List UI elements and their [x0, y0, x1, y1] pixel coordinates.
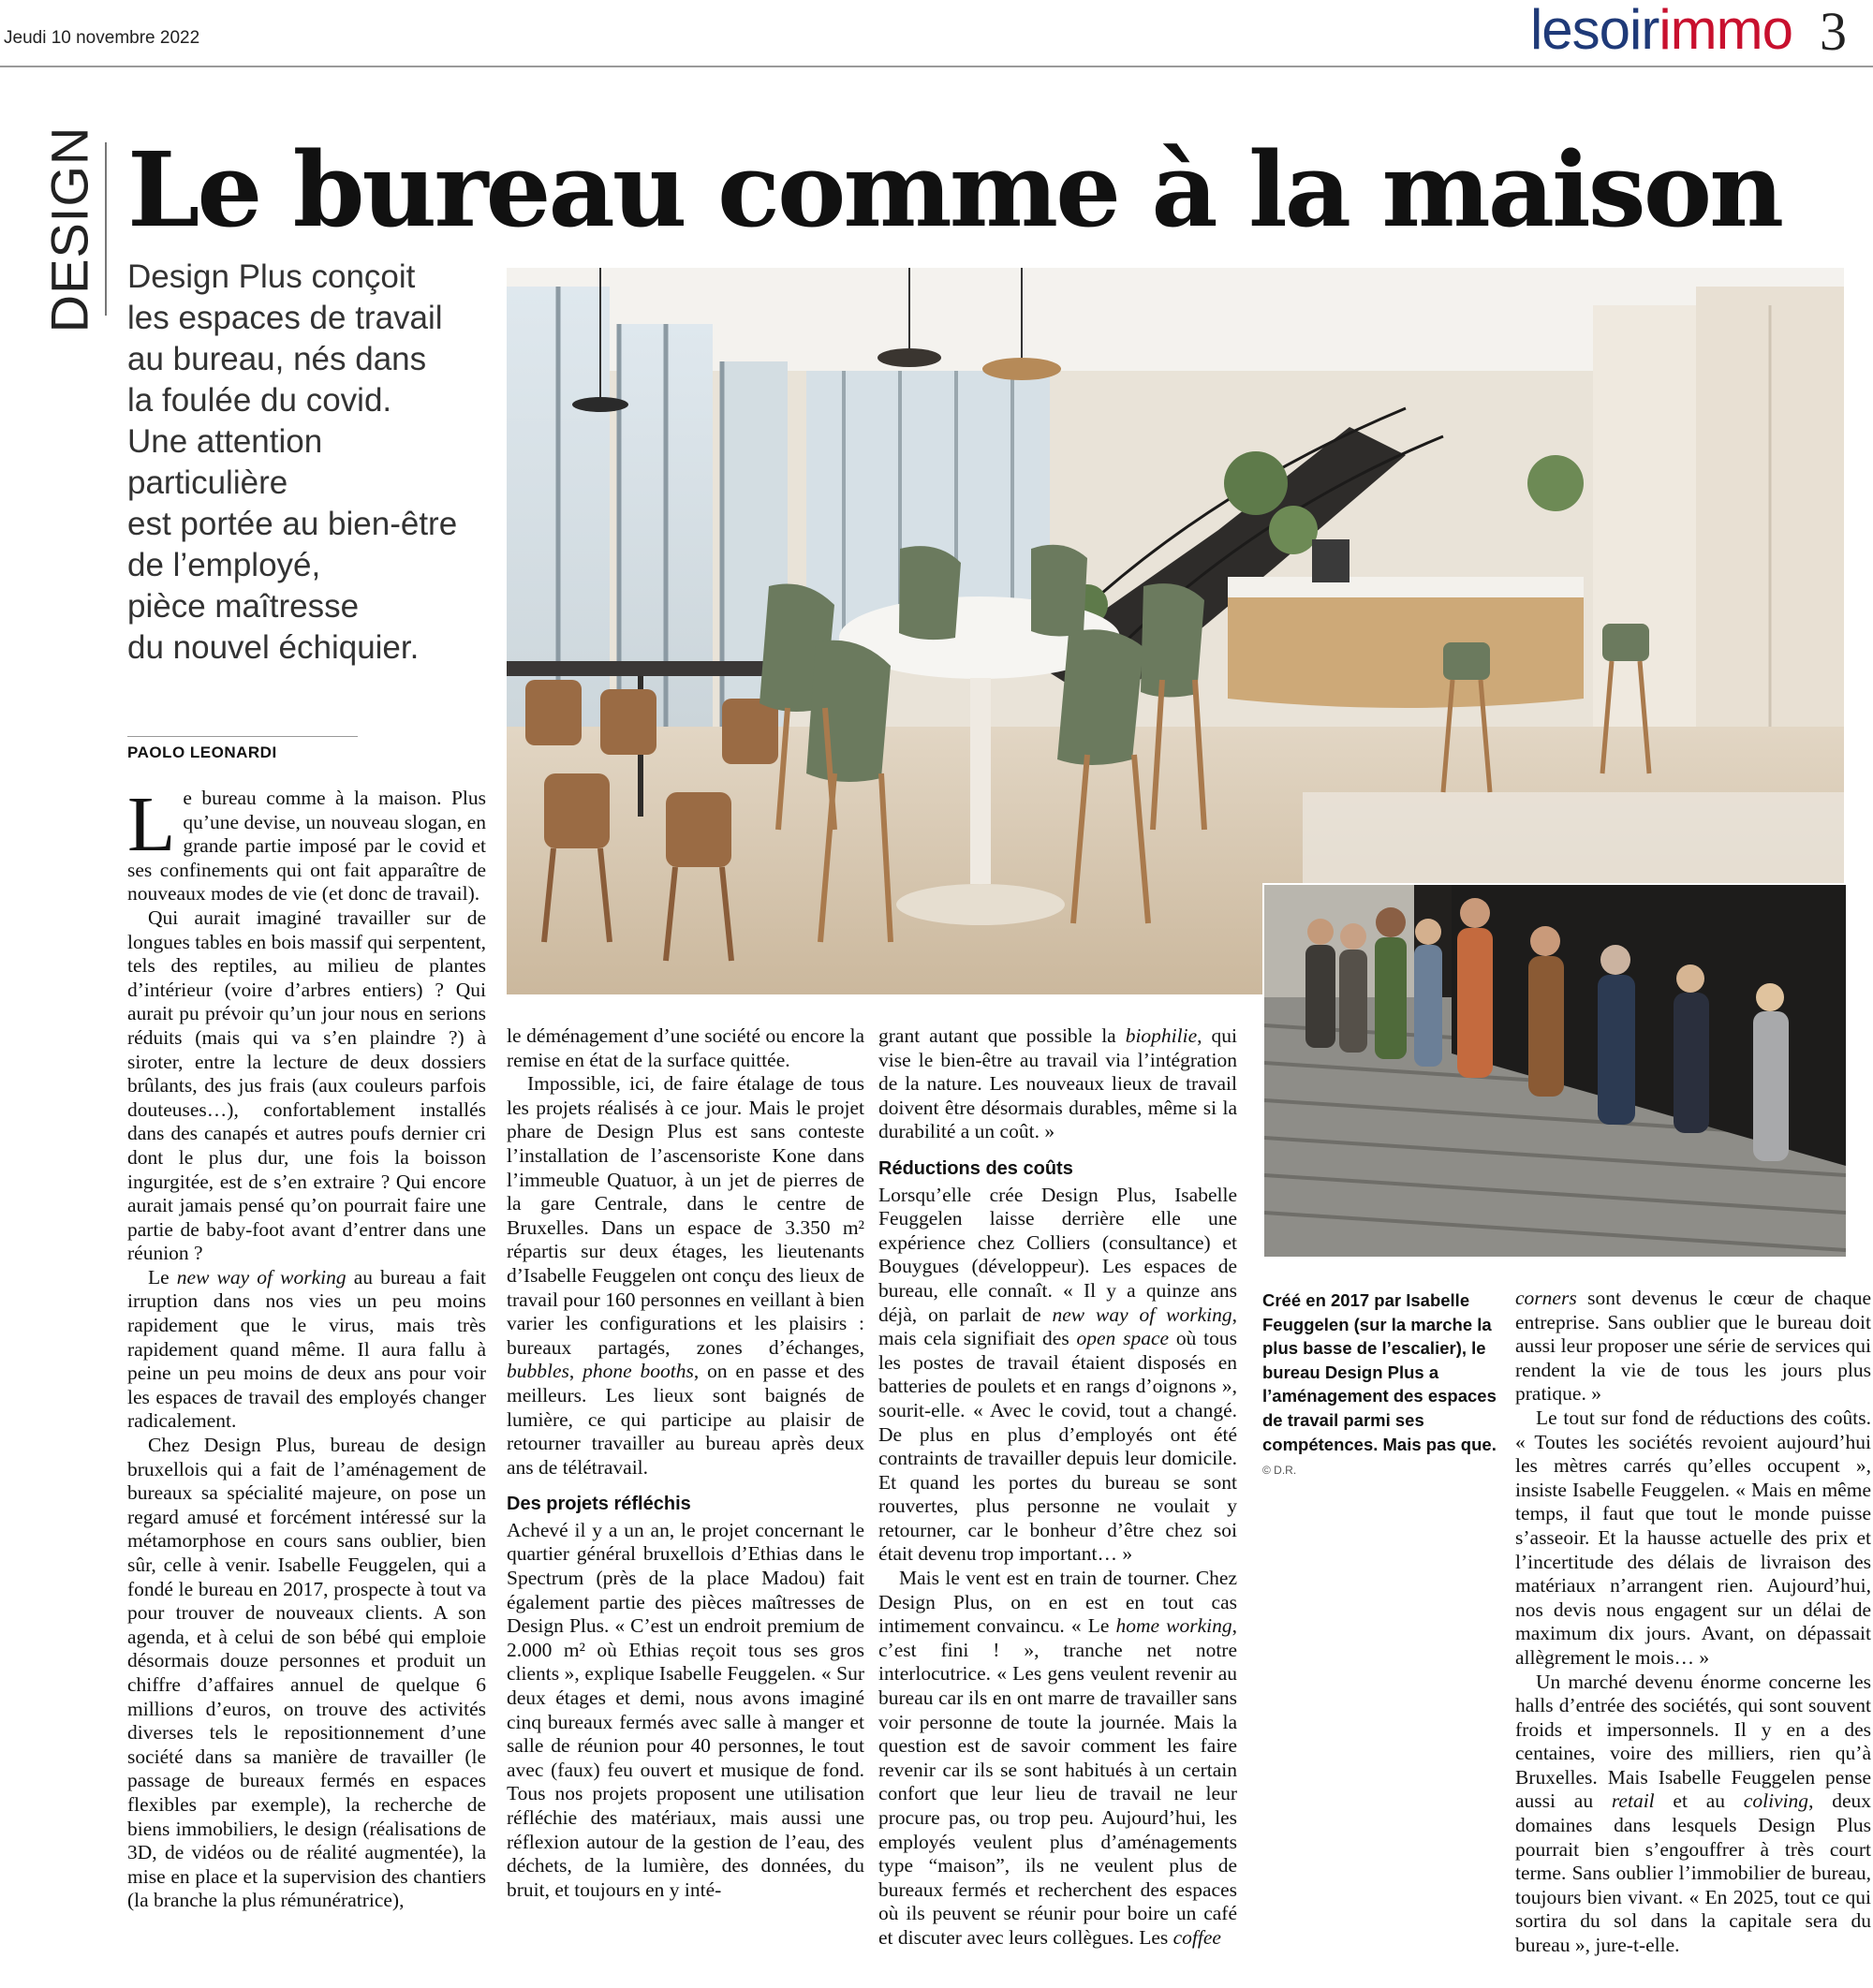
team-photo — [1262, 883, 1848, 1259]
article-column-2 — [507, 1024, 864, 1902]
emphasis: biophilie — [1125, 1024, 1198, 1047]
emphasis: new way of working — [1052, 1303, 1232, 1326]
text-run: , on en passe et des meilleurs. Les lieux sont baignés de lumière, ce qui participe au plaisir de retourner travailler au bureau après deux ans de télétravail. — [507, 1360, 865, 1479]
paragraph — [507, 1072, 864, 1480]
intro-line: Une attention — [127, 423, 323, 460]
text-run: au bureau a fait irruption dans nos vies un peu moins rapidement que le virus, mais très rapidement quand même. Il aura fallu à peine un peu moins de deux ans pour voir les espaces de travail des employés changer radicalement. — [127, 1265, 487, 1433]
emphasis: corners — [1515, 1287, 1577, 1309]
text-run: , c’est fini ! », tranche net notre interlocutrice. « Les gens veulent revenir au bureau car ils en ont marre de travailler sans voir personne de toute la journée. Mais la question est de savoir comment les faire revenir car ils se sont habitués à un certain confort que leur lieu de travail ne leur procure pas, ou trop peu. Aujourd’hui, les employés veulent plus d’aménagements type “maison”, ils ne veulent plus de bureaux fermés et recherchent des espaces où ils peuvent se réunir pour boire un café et discuter avec leurs collègues. Les — [878, 1614, 1238, 1949]
header-divider — [0, 66, 1873, 67]
text-run: , deux domaines dans lesquels Design Plus pourrait bien s’engouffrer à très court terme. Sans oublier l’immobilier de bureau, toujours bien vivant. « En 2025, tout ce qui sortira du sol dans la capitale sera du bureau », jure-t-elle. — [1515, 1789, 1872, 1957]
text-run: Le — [148, 1265, 177, 1289]
paragraph — [127, 1266, 486, 1434]
emphasis: coffee — [1172, 1925, 1221, 1949]
photo-caption — [1262, 1289, 1497, 1483]
text-run: Un marché devenu énorme concerne les halls d’entrée des sociétés, qui sont souvent froids et impersonnels. Il y en a des centaines, voire des milliers, rien qu’à Bruxelles. Mais Isabelle Feuggelen pense aussi au — [1515, 1670, 1871, 1813]
drop-cap: L — [127, 781, 176, 868]
text-run: et au — [1654, 1789, 1744, 1813]
intro-line: au bureau, nés dans — [127, 341, 427, 377]
paragraph — [878, 1567, 1237, 1951]
emphasis: home working — [1115, 1614, 1232, 1638]
intro-line: les espaces de travail — [127, 300, 443, 336]
text-run: Impossible, ici, de faire étalage de tous les projets réalisés à ce jour. Mais le projet phare de Design Plus est sans conteste l’installation de l’ascensoriste Kone dans l’immeuble Quatuor, à un jet de pierres de la gare Centrale, dans le centre de Bruxelles. Dans un espace de 3.350 m² répartis sur deux étages, les lieutenants d’Isabelle Feuggelen ont conçu des lieux de travail pour 160 personnes en veillant à bien varier les configurations et les plaisirs : bureaux partagés, zones d’échanges, — [507, 1072, 864, 1359]
subheading: Des projets réfléchis — [507, 1494, 691, 1515]
page-number: 3 — [1820, 1, 1847, 62]
text-run: Lorsqu’elle crée Design Plus, Isabelle Feuggelen laisse derrière elle une expérience chez Colliers (consultance) et Bouygues (développeur). Les espaces de bureau, elle connaît. « Il y a quinze ans déjà, on parlait de — [878, 1183, 1237, 1326]
emphasis: retail — [1611, 1789, 1655, 1813]
text-run: grant autant que possible la — [878, 1024, 1126, 1047]
paragraph — [127, 781, 486, 906]
paragraph: Qui aurait imaginé travailler sur de longues tables en bois massif qui serpentent, tels des reptiles, au milieu de plantes d’intérieur (voire d’arbres entiers) ? Qui aurait pu prévoir qu’un jour nous en serions réduits (mais qui va s’en plaindre ?) à siroter, entre la lecture de deux dossiers brûlants, des jus frais (aux couleurs parfois douteuses…), confortablement installés dans des canapés et autres poufs dernier cri dont le plus dur, une fois la boisson ingurgitée, est de s’en extraire ? Qui encore aurait jamais pensé qu’on pourrait faire une partie de baby-foot avant d’entrer dans une réunion ? — [127, 906, 486, 1265]
publication-logo — [1530, 0, 1792, 60]
article-column-1 — [127, 781, 487, 1913]
article-column-4 — [1515, 1287, 1871, 1958]
paragraph — [878, 1184, 1237, 1568]
paragraph: Achevé il y a un an, le projet concernant le quartier général bruxellois d’Ethias dans le Spectrum (près de la place Madou) fait également partie des pièces maîtresses de Design Plus. « C’est un endroit premium de 2.000 m² où Ethias reçoit tous ses gros clients », explique Isabelle Feuggelen. « Sur deux étages et demi, nous avons imaginé cinq bureaux fermés avec salle à manger et salle de réunion pour 40 personnes, le tout avec (faux) feu ouvert et musique de fond. Tous nos projets proposent une utilisation réfléchie des matériaux, mais aussi une réflexion autour de la gestion de l’eau, des déchets, de la lumière, des données, du bruit, et toujours en y inté- — [507, 1518, 864, 1901]
text-run: , — [568, 1360, 583, 1383]
intro-line: particulière — [127, 464, 288, 501]
article-column-3 — [878, 1024, 1237, 1951]
author-divider — [127, 736, 358, 737]
emphasis: coliving — [1743, 1789, 1809, 1813]
paragraph — [1515, 1671, 1871, 1958]
section-label-text: DESIGN — [39, 125, 99, 333]
paragraph — [878, 1024, 1237, 1144]
intro-line: la foulée du covid. — [127, 382, 392, 419]
emphasis: new way of working — [176, 1265, 347, 1289]
intro-line: est portée au bien-être — [127, 506, 458, 542]
caption-text: Créé en 2017 par Isabelle Feuggelen (sur la marche la plus basse de l’escalier), le bureau Design Plus a l’aménagement des espaces de travail parmi ses compétences. Mais pas que. — [1262, 1290, 1497, 1454]
paragraph: Le tout sur fond de réductions des coûts. « Toutes les sociétés revoient aujourd’hui les mètres carrés qu’elles occupent », insiste Isabelle Feuggelen. « Mais en même temps, il faut que tout le monde puisse s’asseoir. Et la hausse actuelle des prix et l’incertitude des délais de livraison des matériaux n’arrangent rien. Aujourd’hui, nos devis nous engagent sur un délai de maximum dix jours. Avant, on dépassait allègrement le mois… » — [1515, 1406, 1871, 1669]
emphasis: open space — [1076, 1327, 1170, 1350]
text-run: , qui vise le bien-être au travail via l’intégration de la nature. Les nouveaux lieux de travail doivent être désormais durables, même si la durabilité a un coût. » — [878, 1024, 1237, 1143]
intro-line: pièce maîtresse — [127, 588, 360, 625]
photo-credit: © D.R. — [1262, 1464, 1297, 1478]
logo-part-lesoir: lesoir — [1529, 0, 1659, 61]
author-byline: PAOLO LEONARDI — [127, 744, 277, 761]
article-intro — [127, 257, 502, 669]
paragraph: le déménagement d’une société ou encore la remise en état de la surface quittée. — [507, 1024, 864, 1071]
intro-line: Design Plus conçoit — [127, 258, 416, 295]
issue-date: Jeudi 10 novembre 2022 — [4, 28, 200, 48]
article-title: Le bureau comme à la maison — [127, 129, 1782, 250]
emphasis: bubbles — [507, 1360, 569, 1383]
paragraph: Chez Design Plus, bureau de design bruxellois qui a fait de l’aménagement de bureaux sa spécialité majeure, on pose un regard amusé et forcément intéressé sur la métamorphose en cours sans oublier, bien sûr, celle à venir. Isabelle Feuggelen, qui a fondé le bureau en 2017, prospecte à tout va pour trouver de nouveaux clients. A son agenda, et à celui de son bébé qui emploie désormais douze personnes et produit un chiffre d’affaires annuel de quelque 6 millions d’euros, on trouve des activités diverses tels le repositionnement d’une société dans sa manière de travailler (le passage de bureaux fermés en espaces flexibles par exemple), la recherche de biens immobiliers, le design (réalisations de 3D, de vidéos ou de réalité augmentée), la mise en place et la supervision des chantiers (la branche la plus rémunératrice), — [127, 1434, 486, 1912]
intro-line: de l’employé, — [127, 547, 321, 583]
section-label — [39, 125, 99, 333]
paragraph — [1515, 1287, 1871, 1406]
intro-line: du nouvel échiquier. — [127, 629, 420, 666]
text-run: sont devenus le cœur de chaque entreprise. Sans oublier que le bureau doit aussi leur proposer une série de services qui rendent la vie de tous les jours plus pratique. » — [1515, 1287, 1871, 1406]
text-run: , mais cela signifiait des — [878, 1303, 1237, 1350]
logo-part-immo: immo — [1659, 0, 1792, 61]
text-run: Mais le vent est en train de tourner. Chez Design Plus, on en est en tout cas intimement convaincu. « Le — [878, 1567, 1237, 1638]
paragraph-text: e bureau comme à la maison. Plus qu’une devise, un nouveau slogan, en grande partie imposé par le covid et ses confinements qui ont fait apparaître de nouveaux modes de vie (et donc de travail). — [127, 787, 486, 906]
subheading: Réductions des coûts — [878, 1157, 1073, 1179]
section-divider — [105, 142, 107, 316]
text-run: où tous les postes de travail étaient disposés en batteries de poulets et en rangs d’oignons », sourit-elle. « Avec le covid, tout a changé. De plus en plus d’employés ont été contraints de travailler depuis leur domicile. Et quand les portes du bureau se sont rouvertes, plus personne ne voulait y retourner, car le bonheur d’être chez soi était devenu trop important… » — [878, 1327, 1238, 1566]
emphasis: phone booths — [583, 1360, 694, 1383]
